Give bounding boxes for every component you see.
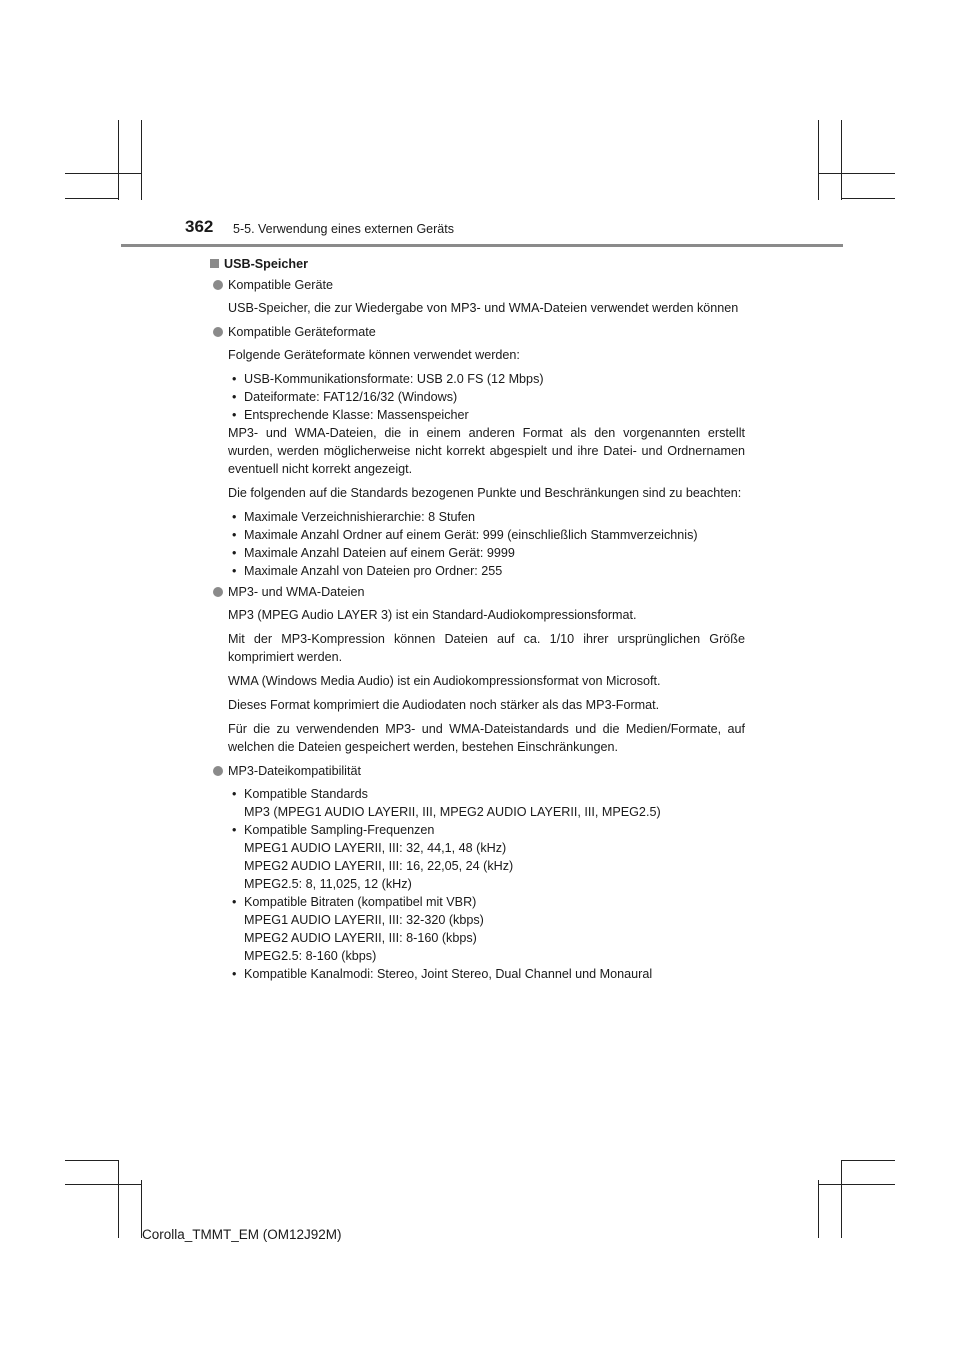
circle-bullet-icon bbox=[213, 327, 223, 337]
crop-mark bbox=[841, 1160, 895, 1161]
crop-mark bbox=[118, 120, 119, 200]
crop-mark bbox=[65, 1184, 141, 1185]
circle-bullet-icon bbox=[213, 766, 223, 776]
compatibility-list bbox=[228, 785, 745, 983]
section-heading-text: USB-Speicher bbox=[224, 257, 308, 271]
list-item-label: • Kompatible Bitraten (kompatibel mit VBR) bbox=[244, 895, 477, 909]
crop-mark bbox=[65, 173, 141, 174]
paragraph: Mit der MP3-Kompression können Dateien auf ca. 1/10 ihrer ursprünglichen Größe komprimiert werden. bbox=[228, 632, 745, 664]
list-item: • USB-Kommunikationsformate: USB 2.0 FS (12 Mbps) bbox=[228, 370, 745, 388]
paragraph: USB-Speicher, die zur Wiedergabe von MP3- und WMA-Dateien verwendet werden können bbox=[228, 301, 739, 315]
list-item-detail: MPEG2.5: 8, 11,025, 12 (kHz) bbox=[244, 877, 412, 891]
subheading-text: Kompatible Geräteformate bbox=[228, 325, 376, 339]
subheading-compatible-devices bbox=[212, 276, 745, 294]
list-item-label: • Kompatible Sampling-Frequenzen bbox=[244, 823, 435, 837]
paragraph-text: MP3- und WMA-Dateien, die in einem anderen Format als den vorgenannten erstellt wurden, werden möglicherweise nicht korrekt abgespielt und ihre Datei- und Ordnernamen eventuell nicht korrekt angezeigt. bbox=[228, 426, 745, 476]
paragraph: Dieses Format komprimiert die Audiodaten noch stärker als das MP3-Format. bbox=[228, 698, 660, 712]
crop-mark bbox=[65, 1160, 118, 1161]
subheading-text: MP3-Dateikompatibilität bbox=[228, 764, 361, 778]
format-list bbox=[228, 370, 745, 424]
crop-mark bbox=[841, 120, 842, 200]
list-item: • Maximale Anzahl von Dateien pro Ordner: 255 bbox=[228, 562, 745, 580]
paragraph: Folgende Geräteformate können verwendet werden: bbox=[228, 348, 520, 362]
footer-doc-code: Corolla_TMMT_EM (OM12J92M) bbox=[142, 1227, 342, 1242]
crop-mark bbox=[65, 198, 118, 199]
list-item bbox=[228, 785, 745, 821]
list-item: • Dateiformate: FAT12/16/32 (Windows) bbox=[228, 388, 745, 406]
limits-list bbox=[228, 508, 745, 580]
list-item-label: • Kompatible Standards bbox=[244, 787, 368, 801]
crop-mark bbox=[841, 1160, 842, 1238]
subheading-text: MP3- und WMA-Dateien bbox=[228, 585, 365, 599]
paragraph: Die folgenden auf die Standards bezogenen Punkte und Beschränkungen sind zu beachten: bbox=[228, 486, 742, 500]
list-item: • Maximale Anzahl Dateien auf einem Gerät: 9999 bbox=[228, 544, 745, 562]
crop-mark bbox=[818, 1184, 895, 1185]
crop-mark bbox=[141, 120, 142, 200]
list-item-detail: MPEG1 AUDIO LAYERII, III: 32-320 (kbps) bbox=[244, 913, 484, 927]
list-item-label: • Kompatible Kanalmodi: Stereo, Joint Stereo, Dual Channel und Monaural bbox=[244, 967, 653, 981]
crop-mark bbox=[818, 1180, 819, 1238]
subheading-mp3-wma-files bbox=[212, 583, 745, 601]
header-rule bbox=[121, 244, 843, 247]
crop-mark bbox=[818, 120, 819, 200]
list-item-detail: MP3 (MPEG1 AUDIO LAYERII, III, MPEG2 AUDIO LAYERII, III, MPEG2.5) bbox=[244, 805, 661, 819]
paragraph: MP3 (MPEG Audio LAYER 3) ist ein Standard-Audiokompressionsformat. bbox=[228, 608, 637, 622]
square-bullet-icon bbox=[210, 259, 219, 268]
paragraph: Für die zu verwendenden MP3- und WMA-Dateistandards und die Medien/Formate, auf welchen die Dateien gespeichert werden, bestehen Einschränkungen. bbox=[228, 722, 745, 754]
list-item bbox=[228, 821, 745, 893]
crop-mark bbox=[841, 198, 895, 199]
crop-mark bbox=[818, 173, 895, 174]
list-item-detail: MPEG1 AUDIO LAYERII, III: 32, 44,1, 48 (kHz) bbox=[244, 841, 507, 855]
section-title: 5-5. Verwendung eines externen Geräts bbox=[233, 222, 454, 236]
list-item: • Maximale Verzeichnishierarchie: 8 Stufen bbox=[228, 508, 745, 526]
list-item: • Entsprechende Klasse: Massenspeicher bbox=[228, 406, 745, 424]
list-item-detail: MPEG2 AUDIO LAYERII, III: 16, 22,05, 24 (kHz) bbox=[244, 859, 514, 873]
circle-bullet-icon bbox=[213, 587, 223, 597]
list-item bbox=[228, 965, 745, 983]
list-item-detail: MPEG2 AUDIO LAYERII, III: 8-160 (kbps) bbox=[244, 931, 477, 945]
paragraph bbox=[212, 424, 745, 478]
subheading-text: Kompatible Geräte bbox=[228, 278, 334, 292]
subheading-mp3-compatibility bbox=[212, 762, 745, 780]
paragraph: WMA (Windows Media Audio) ist ein Audiokompressionsformat von Microsoft. bbox=[228, 674, 661, 688]
circle-bullet-icon bbox=[213, 280, 223, 290]
list-item bbox=[228, 893, 745, 965]
crop-mark bbox=[118, 1160, 119, 1238]
section-heading bbox=[210, 255, 745, 273]
list-item-detail: MPEG2.5: 8-160 (kbps) bbox=[244, 949, 377, 963]
subheading-device-formats bbox=[212, 323, 745, 341]
list-item: • Maximale Anzahl Ordner auf einem Gerät: 999 (einschließlich Stammverzeichnis) bbox=[228, 526, 745, 544]
page-content bbox=[212, 255, 745, 983]
page-number: 362 bbox=[185, 217, 214, 236]
